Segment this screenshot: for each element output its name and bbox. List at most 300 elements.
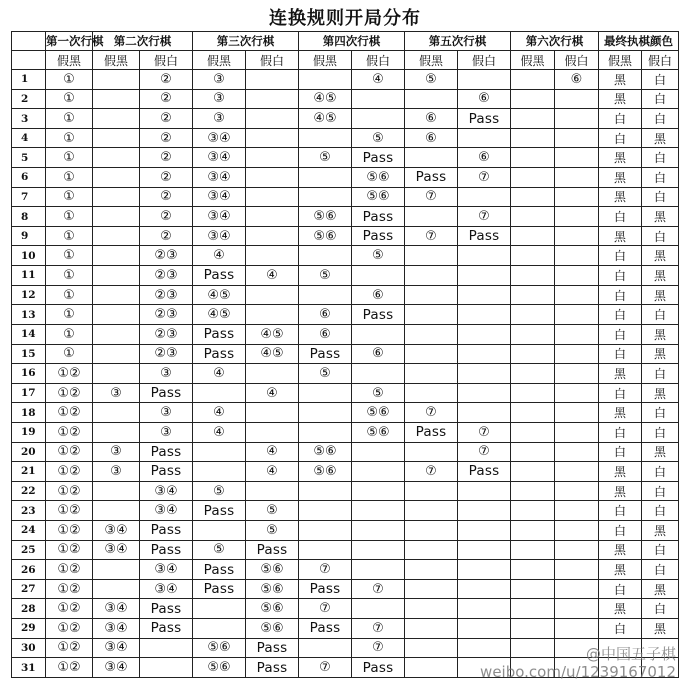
move-cell — [352, 521, 405, 541]
move-cell: Pass — [140, 462, 193, 482]
move-cell — [299, 540, 352, 560]
move-cell — [458, 324, 511, 344]
table-row — [12, 481, 679, 501]
move-cell — [352, 364, 405, 384]
row-number: 16 — [12, 364, 46, 384]
table-row — [12, 560, 679, 580]
move-cell — [405, 305, 458, 325]
move-cell: ④⑤ — [246, 344, 299, 364]
watermark-url: weibo.com/u/1239167012 — [480, 663, 676, 681]
move-cell: Pass — [140, 442, 193, 462]
final-color-cell: 黑 — [599, 462, 642, 482]
move-cell: ①② — [46, 462, 93, 482]
move-cell: ④ — [246, 442, 299, 462]
move-cell: ④ — [193, 403, 246, 423]
table-row — [12, 266, 679, 286]
final-color-cell: 黑 — [642, 383, 679, 403]
move-cell — [405, 521, 458, 541]
table-row — [12, 422, 679, 442]
row-number: 14 — [12, 324, 46, 344]
header-move-2: 第二次行棋 — [93, 32, 193, 51]
move-cell — [193, 619, 246, 639]
subheader-cell: 假白 — [140, 51, 193, 70]
move-cell: ② — [140, 128, 193, 148]
row-number: 20 — [12, 442, 46, 462]
move-cell — [405, 619, 458, 639]
move-cell — [458, 383, 511, 403]
move-cell: ⑤⑥ — [246, 599, 299, 619]
header-final-color: 最终执棋颜色 — [599, 32, 679, 51]
move-cell — [405, 148, 458, 168]
move-cell: ⑤⑥ — [299, 462, 352, 482]
final-color-cell: 白 — [599, 285, 642, 305]
move-cell: ③④ — [193, 168, 246, 188]
move-cell — [511, 403, 555, 423]
move-cell — [555, 168, 599, 188]
move-cell — [405, 501, 458, 521]
final-color-cell: 黑 — [599, 226, 642, 246]
move-cell: ③ — [93, 383, 140, 403]
move-cell — [352, 324, 405, 344]
move-cell: ① — [46, 70, 93, 90]
move-cell: ③ — [93, 442, 140, 462]
move-cell — [555, 128, 599, 148]
watermark — [480, 645, 676, 681]
row-number: 24 — [12, 521, 46, 541]
move-cell — [555, 305, 599, 325]
move-cell — [299, 128, 352, 148]
move-cell — [93, 560, 140, 580]
move-cell: ④⑤ — [299, 109, 352, 129]
table-row — [12, 109, 679, 129]
row-number: 22 — [12, 481, 46, 501]
move-cell: ② — [140, 109, 193, 129]
move-cell: ①② — [46, 658, 93, 678]
move-cell — [511, 364, 555, 384]
move-cell — [458, 403, 511, 423]
move-cell: ⑥ — [405, 128, 458, 148]
move-cell: ⑦ — [458, 442, 511, 462]
subheader-cell: 假黑 — [193, 51, 246, 70]
move-cell: ① — [46, 168, 93, 188]
move-cell — [299, 168, 352, 188]
move-cell — [458, 70, 511, 90]
table-row — [12, 579, 679, 599]
final-color-cell: 白 — [599, 266, 642, 286]
move-cell: ① — [46, 324, 93, 344]
subheader-cell: 假黑 — [599, 51, 642, 70]
move-cell — [246, 226, 299, 246]
row-number: 31 — [12, 658, 46, 678]
final-color-cell: 白 — [599, 128, 642, 148]
move-cell: ⑥ — [352, 285, 405, 305]
move-cell: ③④ — [193, 187, 246, 207]
move-cell: Pass — [405, 168, 458, 188]
move-cell: ① — [46, 285, 93, 305]
move-cell: ⑤⑥ — [352, 422, 405, 442]
move-cell: ⑦ — [405, 403, 458, 423]
move-cell — [246, 187, 299, 207]
move-cell: ⑤ — [352, 246, 405, 266]
move-cell — [511, 187, 555, 207]
final-color-cell: 黑 — [642, 285, 679, 305]
move-cell: Pass — [193, 579, 246, 599]
move-cell — [93, 187, 140, 207]
move-cell: ⑥ — [299, 324, 352, 344]
move-cell: ④ — [352, 70, 405, 90]
move-cell — [246, 305, 299, 325]
move-cell: ① — [46, 246, 93, 266]
header-corner — [12, 32, 46, 51]
move-cell: ⑥ — [555, 70, 599, 90]
move-cell — [511, 521, 555, 541]
move-cell: ⑤⑥ — [352, 403, 405, 423]
move-cell: ①② — [46, 579, 93, 599]
move-cell: ⑤⑥ — [352, 168, 405, 188]
move-cell — [299, 383, 352, 403]
move-cell — [299, 521, 352, 541]
move-cell — [511, 540, 555, 560]
table-row — [12, 148, 679, 168]
move-cell — [299, 422, 352, 442]
row-number: 10 — [12, 246, 46, 266]
move-cell — [405, 364, 458, 384]
move-cell: ①② — [46, 501, 93, 521]
row-number: 4 — [12, 128, 46, 148]
move-cell — [555, 403, 599, 423]
move-cell: ⑤⑥ — [246, 619, 299, 639]
move-cell: Pass — [140, 540, 193, 560]
move-cell — [299, 403, 352, 423]
move-cell: ③④ — [193, 128, 246, 148]
move-cell: ⑥ — [458, 89, 511, 109]
move-cell: Pass — [299, 344, 352, 364]
move-cell: ③④ — [140, 481, 193, 501]
move-cell — [458, 128, 511, 148]
move-cell — [246, 422, 299, 442]
final-color-cell: 白 — [599, 501, 642, 521]
move-cell — [555, 364, 599, 384]
move-cell — [458, 285, 511, 305]
move-cell — [193, 383, 246, 403]
move-cell — [555, 324, 599, 344]
move-cell — [458, 521, 511, 541]
move-cell — [352, 560, 405, 580]
header-move-6: 第六次行棋 — [511, 32, 599, 51]
move-cell — [458, 364, 511, 384]
move-cell — [405, 638, 458, 658]
move-cell: ⑤ — [299, 148, 352, 168]
move-cell — [299, 187, 352, 207]
move-cell — [405, 560, 458, 580]
move-cell: ②③ — [140, 324, 193, 344]
row-number: 19 — [12, 422, 46, 442]
move-cell: ① — [46, 344, 93, 364]
move-cell: Pass — [193, 344, 246, 364]
move-cell — [405, 324, 458, 344]
table-row — [12, 540, 679, 560]
move-cell — [193, 599, 246, 619]
move-cell — [352, 442, 405, 462]
final-color-cell: 白 — [599, 207, 642, 227]
move-cell: ①② — [46, 638, 93, 658]
move-cell — [93, 305, 140, 325]
final-color-cell: 黑 — [642, 579, 679, 599]
move-cell — [140, 658, 193, 678]
move-cell — [405, 285, 458, 305]
move-cell — [555, 599, 599, 619]
move-cell: ⑤⑥ — [352, 187, 405, 207]
watermark-account: @中国五子棋 — [585, 645, 676, 663]
move-cell — [555, 246, 599, 266]
final-color-cell: 黑 — [599, 403, 642, 423]
move-cell — [299, 246, 352, 266]
header-move-5: 第五次行棋 — [405, 32, 511, 51]
final-color-cell: 白 — [642, 364, 679, 384]
table-row — [12, 246, 679, 266]
move-cell — [511, 109, 555, 129]
final-color-cell: 白 — [599, 305, 642, 325]
final-color-cell: 黑 — [642, 128, 679, 148]
final-color-cell: 黑 — [642, 324, 679, 344]
final-color-cell: 黑 — [599, 89, 642, 109]
move-cell: Pass — [458, 226, 511, 246]
opening-rules-table — [11, 31, 679, 678]
move-cell — [352, 599, 405, 619]
final-color-cell: 白 — [642, 89, 679, 109]
move-cell: ⑦ — [458, 168, 511, 188]
move-cell — [299, 481, 352, 501]
move-cell: ① — [46, 148, 93, 168]
move-cell — [193, 521, 246, 541]
table-row — [12, 442, 679, 462]
subheader-cell: 假白 — [555, 51, 599, 70]
move-cell: Pass — [352, 305, 405, 325]
move-cell: ② — [140, 89, 193, 109]
move-cell: ② — [140, 226, 193, 246]
move-cell: Pass — [246, 658, 299, 678]
move-cell — [555, 89, 599, 109]
row-number: 23 — [12, 501, 46, 521]
move-cell — [511, 266, 555, 286]
move-cell — [405, 266, 458, 286]
move-cell — [511, 226, 555, 246]
final-color-cell: 白 — [642, 305, 679, 325]
move-cell: ②③ — [140, 305, 193, 325]
row-number: 30 — [12, 638, 46, 658]
move-cell: Pass — [299, 579, 352, 599]
move-cell — [555, 109, 599, 129]
move-cell — [511, 148, 555, 168]
move-cell — [246, 168, 299, 188]
final-color-cell: 黑 — [642, 344, 679, 364]
move-cell — [352, 481, 405, 501]
move-cell — [555, 579, 599, 599]
move-cell: ⑤ — [299, 364, 352, 384]
move-cell — [555, 148, 599, 168]
move-cell — [193, 462, 246, 482]
move-cell — [246, 207, 299, 227]
move-cell: ① — [46, 226, 93, 246]
move-cell: ⑥ — [299, 305, 352, 325]
move-cell: ⑦ — [299, 560, 352, 580]
move-cell — [93, 481, 140, 501]
move-cell — [352, 540, 405, 560]
move-cell — [246, 109, 299, 129]
move-cell — [458, 246, 511, 266]
table-row — [12, 305, 679, 325]
move-cell: ① — [46, 305, 93, 325]
move-cell — [458, 501, 511, 521]
move-cell: Pass — [352, 658, 405, 678]
move-cell: Pass — [140, 521, 193, 541]
move-cell: ⑦ — [299, 658, 352, 678]
table-row — [12, 599, 679, 619]
row-number: 21 — [12, 462, 46, 482]
move-cell — [93, 207, 140, 227]
move-cell: ⑥ — [405, 109, 458, 129]
move-cell: Pass — [352, 148, 405, 168]
subheader-cell: 假黑 — [93, 51, 140, 70]
move-cell — [511, 344, 555, 364]
move-cell — [299, 70, 352, 90]
table-row — [12, 187, 679, 207]
row-number: 17 — [12, 383, 46, 403]
move-cell: ⑤⑥ — [193, 658, 246, 678]
move-cell: ①② — [46, 540, 93, 560]
page-title: 连换规则开局分布 — [269, 8, 421, 29]
move-cell — [246, 364, 299, 384]
final-color-cell: 白 — [642, 226, 679, 246]
final-color-cell: 白 — [642, 481, 679, 501]
final-color-cell: 白 — [642, 403, 679, 423]
move-cell — [511, 305, 555, 325]
subheader-cell: 假白 — [246, 51, 299, 70]
move-cell — [405, 383, 458, 403]
move-cell — [555, 540, 599, 560]
move-cell — [93, 324, 140, 344]
move-cell — [555, 187, 599, 207]
move-cell: ② — [140, 70, 193, 90]
final-color-cell: 黑 — [599, 148, 642, 168]
move-cell: ③ — [193, 70, 246, 90]
move-cell: ③④ — [93, 658, 140, 678]
move-cell: ① — [46, 187, 93, 207]
move-cell — [555, 521, 599, 541]
move-cell — [458, 344, 511, 364]
move-cell: ④ — [246, 266, 299, 286]
row-number: 27 — [12, 579, 46, 599]
move-cell — [555, 462, 599, 482]
row-number: 11 — [12, 266, 46, 286]
move-cell: ③④ — [193, 207, 246, 227]
move-cell — [352, 89, 405, 109]
move-cell: Pass — [193, 501, 246, 521]
move-cell: ③ — [140, 364, 193, 384]
move-cell: ⑦ — [458, 207, 511, 227]
final-color-cell: 黑 — [599, 560, 642, 580]
move-cell — [352, 266, 405, 286]
row-number: 9 — [12, 226, 46, 246]
table-row — [12, 403, 679, 423]
move-cell: Pass — [352, 226, 405, 246]
row-number: 18 — [12, 403, 46, 423]
final-color-cell: 白 — [599, 246, 642, 266]
move-cell: ⑤ — [352, 383, 405, 403]
final-color-cell: 白 — [599, 442, 642, 462]
move-cell: Pass — [140, 383, 193, 403]
move-cell: ① — [46, 109, 93, 129]
table-row — [12, 168, 679, 188]
final-color-cell: 黑 — [642, 442, 679, 462]
final-color-cell: 白 — [642, 462, 679, 482]
table-row — [12, 344, 679, 364]
move-cell: ③④ — [140, 560, 193, 580]
table-row — [12, 128, 679, 148]
move-cell — [193, 442, 246, 462]
move-cell — [511, 560, 555, 580]
move-cell — [458, 619, 511, 639]
final-color-cell: 黑 — [599, 187, 642, 207]
move-cell: ①② — [46, 619, 93, 639]
move-cell: ⑤ — [193, 540, 246, 560]
header-move-1: 第一次行棋 — [46, 32, 93, 51]
move-cell — [511, 70, 555, 90]
move-cell — [511, 599, 555, 619]
move-cell: ⑦ — [458, 422, 511, 442]
move-cell: ⑦ — [405, 187, 458, 207]
table-row — [12, 619, 679, 639]
move-cell: Pass — [140, 619, 193, 639]
move-cell: ②③ — [140, 266, 193, 286]
move-cell: ②③ — [140, 344, 193, 364]
final-color-cell: 黑 — [599, 364, 642, 384]
row-number: 6 — [12, 168, 46, 188]
move-cell: ② — [140, 168, 193, 188]
final-color-cell: 黑 — [642, 619, 679, 639]
final-color-cell: 黑 — [642, 266, 679, 286]
move-cell: ④⑤ — [299, 89, 352, 109]
table-row — [12, 207, 679, 227]
move-cell — [555, 383, 599, 403]
move-cell: ①② — [46, 481, 93, 501]
move-cell: ②③ — [140, 246, 193, 266]
table-row — [12, 285, 679, 305]
move-cell: ③④ — [93, 540, 140, 560]
move-cell — [93, 285, 140, 305]
move-cell: ③ — [140, 422, 193, 442]
move-cell: Pass — [193, 266, 246, 286]
move-cell — [93, 344, 140, 364]
final-color-cell: 白 — [642, 109, 679, 129]
move-cell — [555, 344, 599, 364]
move-cell — [458, 560, 511, 580]
move-cell — [555, 442, 599, 462]
move-cell — [140, 638, 193, 658]
final-color-cell: 黑 — [642, 246, 679, 266]
move-cell: ⑤ — [193, 481, 246, 501]
move-cell — [246, 481, 299, 501]
move-cell — [405, 599, 458, 619]
move-cell: ③ — [193, 89, 246, 109]
table-row — [12, 462, 679, 482]
move-cell: ⑦ — [352, 579, 405, 599]
move-cell — [93, 266, 140, 286]
row-number: 29 — [12, 619, 46, 639]
final-color-cell: 黑 — [642, 521, 679, 541]
move-cell: Pass — [246, 540, 299, 560]
row-number: 28 — [12, 599, 46, 619]
